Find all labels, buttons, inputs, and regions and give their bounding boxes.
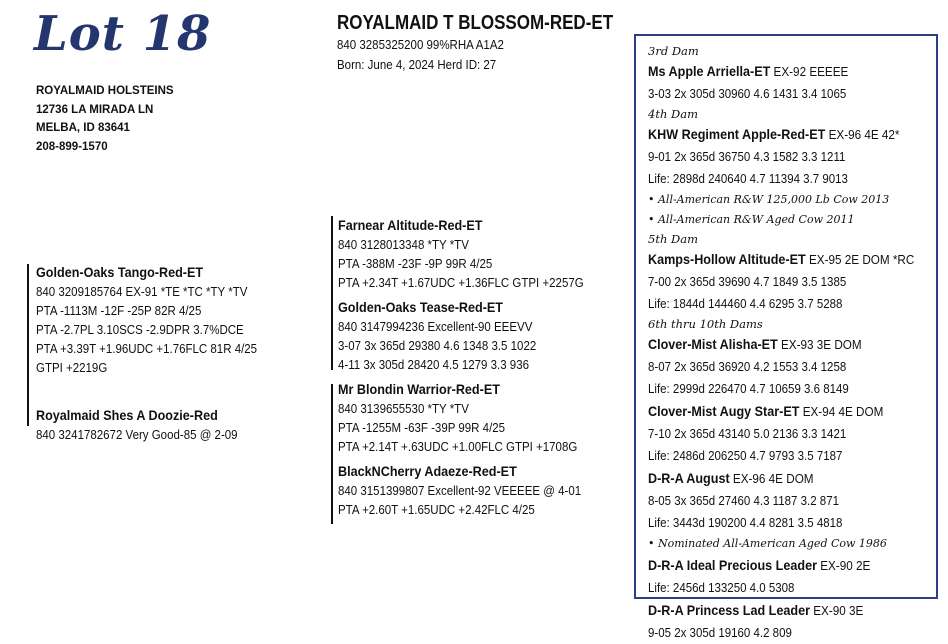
lot-number: Lot 18 xyxy=(34,6,212,62)
sire-sire-block xyxy=(338,214,605,293)
ancestor-name-text: Clover-Mist Alisha-ET xyxy=(648,336,778,352)
ancestor-name xyxy=(648,554,909,577)
consignor-address: 12736 LA MIRADA LN xyxy=(36,103,154,116)
dam-name: Royalmaid Shes A Doozie-Red xyxy=(36,407,218,423)
ancestor-classification: EX-90 2E xyxy=(816,558,871,573)
generation-label: 6th thru 10th Dams xyxy=(648,317,763,331)
ancestor-classification: EX-96 4E DOM xyxy=(729,471,814,486)
pedigree-line: 4-11 3x 305d 28420 4.5 1279 3.3 936 xyxy=(338,358,529,372)
award-note: • All-American R&W 125,000 Lb Cow 2013 xyxy=(648,193,890,206)
production-record: 7-10 2x 365d 43140 5.0 2136 3.3 1421 xyxy=(648,427,847,441)
pedigree-line: PTA -1113M -12F -25P 82R 4/25 xyxy=(36,304,202,318)
generation-label: 5th Dam xyxy=(648,232,698,246)
dam-block xyxy=(36,404,255,445)
dams-list xyxy=(648,42,938,644)
pedigree-line: PTA +2.14T +.63UDC +1.00FLC GTPI +1708G xyxy=(338,440,578,454)
production-record: Life: 3443d 190200 4.4 8281 3.5 4818 xyxy=(648,516,843,530)
sire-dam-block xyxy=(338,296,553,375)
sire-bracket-bar xyxy=(27,264,29,426)
sire-name: Golden-Oaks Tango-Red-ET xyxy=(36,264,204,280)
production-record: 9-01 2x 365d 36750 4.3 1582 3.3 1211 xyxy=(648,150,846,164)
ancestor-classification: EX-94 4E DOM xyxy=(799,404,884,419)
ancestor-name xyxy=(648,599,909,622)
pedigree-line: 840 3151399807 Excellent-92 VEEEEE @ 4-01 xyxy=(338,484,582,498)
ancestor-name-text: Kamps-Hollow Altitude-ET xyxy=(648,251,806,267)
animal-header xyxy=(337,12,662,75)
ancestor-classification: EX-93 3E DOM xyxy=(777,337,862,352)
production-record: 9-05 2x 305d 19160 4.2 809 xyxy=(648,626,792,640)
dam-dam-block xyxy=(338,460,602,520)
ancestor-name xyxy=(648,60,909,83)
pedigree-line: GTPI +2219G xyxy=(36,361,108,375)
dam-sire-block xyxy=(338,378,598,457)
animal-name: ROYALMAID T BLOSSOM-RED-ET xyxy=(337,12,614,34)
sire-sire-name: Farnear Altitude-Red-ET xyxy=(338,217,483,233)
animal-id-line: 840 3285325200 99%RHA A1A2 xyxy=(337,38,504,52)
ancestor-name xyxy=(648,467,909,490)
pedigree-line: 840 3139655530 *TY *TV xyxy=(338,402,469,416)
generation-label: 4th Dam xyxy=(648,107,698,121)
production-record: 8-07 2x 365d 36920 4.2 1553 3.4 1258 xyxy=(648,360,847,374)
production-record: 3-03 2x 305d 30960 4.6 1431 3.4 1065 xyxy=(648,87,847,101)
ancestor-name-text: D-R-A August xyxy=(648,470,730,486)
production-record: Life: 2456d 133250 4.0 5308 xyxy=(648,581,795,595)
pedigree-line: PTA -2.7PL 3.10SCS -2.9DPR 3.7%DCE xyxy=(36,323,244,337)
production-record: 8-05 3x 365d 27460 4.3 1187 3.2 871 xyxy=(648,494,839,508)
ancestor-name-text: KHW Regiment Apple-Red-ET xyxy=(648,126,826,142)
ancestor-name xyxy=(648,400,909,423)
sire-side-bracket-bar xyxy=(331,216,333,370)
award-note: • All-American R&W Aged Cow 2011 xyxy=(648,213,855,226)
ancestor-classification: EX-90 3E xyxy=(809,603,864,618)
pedigree-line: PTA +3.39T +1.96UDC +1.76FLC 81R 4/25 xyxy=(36,342,258,356)
animal-born-line: Born: June 4, 2024 Herd ID: 27 xyxy=(337,58,497,72)
sire-dam-name: Golden-Oaks Tease-Red-ET xyxy=(338,299,504,315)
pedigree-line: 840 3147994236 Excellent-90 EEEVV xyxy=(338,320,533,334)
pedigree-line: PTA -1255M -63F -39P 99R 4/25 xyxy=(338,421,506,435)
dams-box xyxy=(634,34,938,640)
pedigree-line: 840 3128013348 *TY *TV xyxy=(338,238,469,252)
production-record: Life: 2999d 226470 4.7 10659 3.6 8149 xyxy=(648,382,849,396)
consignor-phone: 208-899-1570 xyxy=(36,140,108,153)
ancestor-classification: EX-95 2E DOM *RC xyxy=(805,252,915,267)
generation-label: 3rd Dam xyxy=(648,44,699,58)
ancestor-name xyxy=(648,123,909,146)
pedigree-line: 840 3241782672 Very Good-85 @ 2-09 xyxy=(36,428,238,442)
ancestor-name xyxy=(648,248,915,271)
ancestor-classification: EX-92 EEEEE xyxy=(770,64,849,79)
ancestor-name-text: Clover-Mist Augy Star-ET xyxy=(648,403,800,419)
dam-side-bracket-bar xyxy=(331,384,333,524)
production-record: Life: 1844d 144460 4.4 6295 3.7 5288 xyxy=(648,297,843,311)
consignor-farm: ROYALMAID HOLSTEINS xyxy=(36,85,174,97)
production-record: 7-00 2x 365d 39690 4.7 1849 3.5 1385 xyxy=(648,275,847,289)
ancestor-name xyxy=(648,333,909,356)
pedigree-line: 3-07 3x 365d 29380 4.6 1348 3.5 1022 xyxy=(338,339,537,353)
ancestor-name-text: D-R-A Princess Lad Leader xyxy=(648,602,810,618)
pedigree-line: PTA +2.34T +1.67UDC +1.36FLC GTPI +2257G xyxy=(338,276,584,290)
dam-dam-name: BlackNCherry Adaeze-Red-ET xyxy=(338,463,517,479)
consignor-block xyxy=(36,82,174,156)
pedigree-line: 840 3209185764 EX-91 *TE *TC *TY *TV xyxy=(36,285,248,299)
pedigree-line: PTA -388M -23F -9P 99R 4/25 xyxy=(338,257,493,271)
ancestor-classification: EX-96 4E 42* xyxy=(825,127,900,142)
award-note: • Nominated All-American Aged Cow 1986 xyxy=(648,537,887,550)
ancestor-name-text: D-R-A Ideal Precious Leader xyxy=(648,557,817,573)
production-record: Life: 2486d 206250 4.7 9793 3.5 7187 xyxy=(648,449,843,463)
pedigree-line: PTA +2.60T +1.65UDC +2.42FLC 4/25 xyxy=(338,503,535,517)
sire-block xyxy=(36,261,276,378)
production-record: Life: 2898d 240640 4.7 11394 3.7 9013 xyxy=(648,172,848,186)
ancestor-name-text: Ms Apple Arriella-ET xyxy=(648,63,771,79)
dam-sire-name: Mr Blondin Warrior-Red-ET xyxy=(338,381,500,397)
consignor-city: MELBA, ID 83641 xyxy=(36,122,130,134)
